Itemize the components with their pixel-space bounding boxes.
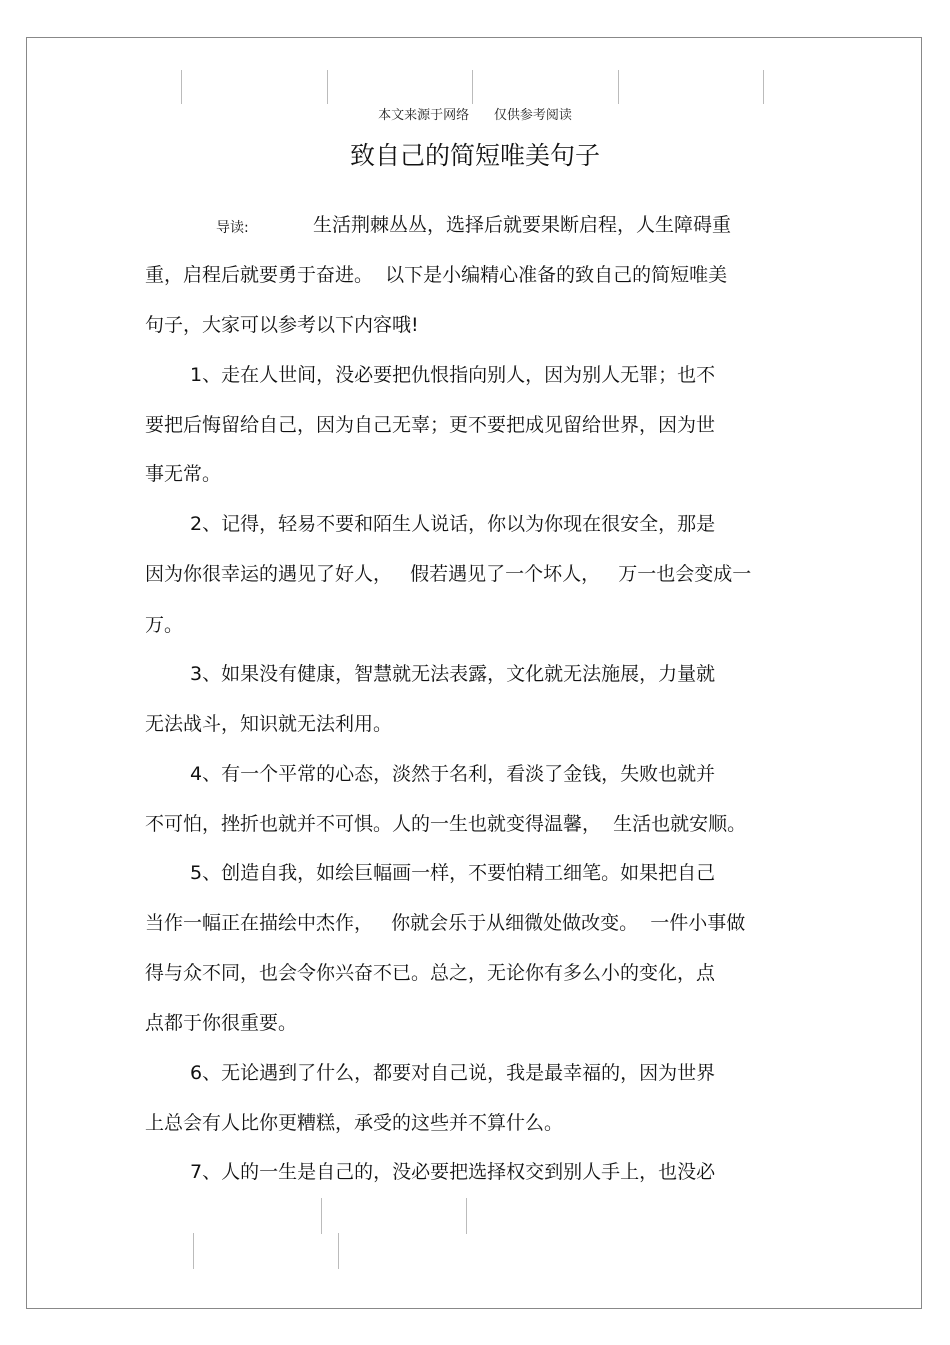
item-3-line-2: 无法战斗，知识就无法利用。 [145,713,393,735]
item-5-line-4: 点都于你很重要。 [145,1012,298,1034]
item-6-line-1: 6、无论遇到了什么，都要对自己说，我是最幸福的，因为世界 [190,1062,716,1084]
item-6-line-2: 上总会有人比你更糟糕，承受的这些并不算什么。 [145,1112,564,1134]
intro-line-3: 句子，大家可以参考以下内容哦! [145,314,419,336]
top-divider-5 [763,70,764,104]
item-2-line-2: 因为你很幸运的遇见了好人， 假若遇见了一个坏人， 万一也会变成一 [145,563,752,585]
top-divider-3 [472,70,473,104]
item-5-line-2: 当作一幅正在描绘中杰作， 你就会乐于从细微处做改变。 一件小事做 [145,912,746,934]
bottom-divider-2 [466,1198,467,1234]
item-4-line-1: 4、有一个平常的心态，淡然于名利，看淡了金钱，失败也就并 [190,763,716,785]
top-divider-4 [618,70,619,104]
intro-line-2: 重，启程后就要勇于奋进。 以下是小编精心准备的致自己的简短唯美 [145,264,728,286]
item-1-line-1: 1、走在人世间，没必要把仇恨指向别人，因为别人无罪；也不 [190,364,716,386]
item-2-line-3: 万。 [145,614,184,636]
item-7-line-1: 7、人的一生是自己的，没必要把选择权交到别人手上，也没必 [190,1161,716,1183]
source-note: 本文来源于网络 仅供参考阅读 [378,108,572,123]
item-4-line-2: 不可怕，挫折也就并不可惧。人的一生也就变得温馨， 生活也就安顺。 [145,813,747,835]
bottom-divider-1 [321,1198,322,1234]
bottom-divider-4 [338,1233,339,1269]
item-1-line-3: 事无常。 [145,463,222,485]
item-5-line-3: 得与众不同，也会令你兴奋不已。总之，无论你有多么小的变化，点 [145,962,716,984]
page-title: 致自己的简短唯美句子 [349,141,600,170]
item-2-line-1: 2、记得，轻易不要和陌生人说话，你以为你现在很安全，那是 [190,513,716,535]
top-divider-1 [181,70,182,104]
top-divider-2 [327,70,328,104]
intro-line-1: 生活荆棘丛丛，选择后就要果断启程，人生障碍重 [313,214,732,236]
intro-label: 导读: [216,220,249,236]
item-3-line-1: 3、如果没有健康，智慧就无法表露，文化就无法施展，力量就 [190,663,716,685]
item-1-line-2: 要把后悔留给自己，因为自己无辜；更不要把成见留给世界，因为世 [145,414,716,436]
item-5-line-1: 5、创造自我，如绘巨幅画一样，不要怕精工细笔。如果把自己 [190,862,716,884]
bottom-divider-3 [193,1233,194,1269]
